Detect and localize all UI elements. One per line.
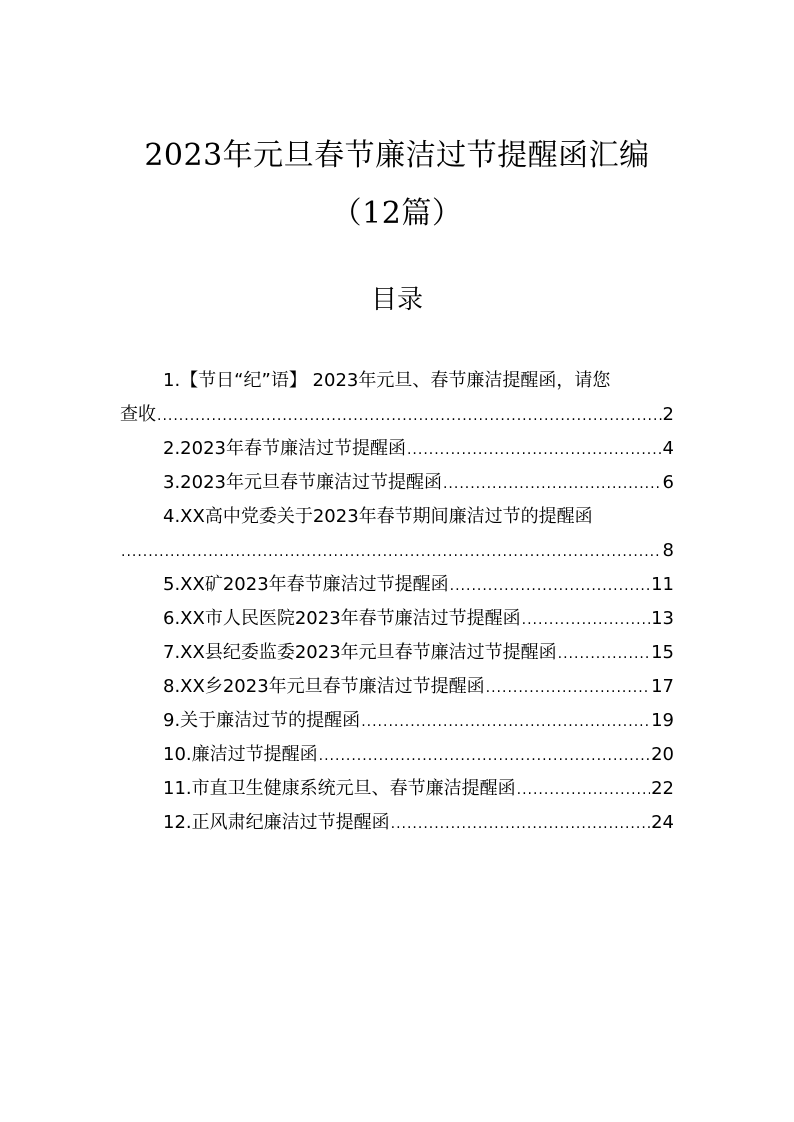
toc-heading: 目录 bbox=[370, 285, 423, 315]
toc-leader-dots bbox=[319, 739, 650, 773]
toc-page-number: 20 bbox=[651, 744, 674, 765]
toc-page-number: 11 bbox=[651, 574, 674, 595]
toc-leader-dots bbox=[391, 807, 650, 841]
toc-entry[interactable] bbox=[120, 602, 674, 636]
toc-leader-dots bbox=[517, 773, 650, 807]
table-of-contents bbox=[120, 364, 674, 840]
toc-leader-dots bbox=[443, 467, 662, 501]
toc-leader-dots bbox=[522, 603, 650, 637]
toc-entry-label: 5.XX矿2023年春节廉洁过节提醒函 bbox=[163, 574, 449, 595]
toc-entry-label: 12.正风肃纪廉洁过节提醒函 bbox=[163, 812, 390, 833]
toc-leader-dots bbox=[121, 535, 662, 569]
toc-entry-label: 2.2023年春节廉洁过节提醒函 bbox=[163, 438, 406, 459]
toc-page-number: 19 bbox=[651, 710, 674, 731]
toc-entry[interactable] bbox=[120, 704, 674, 738]
toc-entry-label: 6.XX市人民医院2023年春节廉洁过节提醒函 bbox=[163, 608, 521, 629]
toc-page-number: 13 bbox=[651, 608, 674, 629]
toc-entry[interactable] bbox=[120, 568, 674, 602]
toc-page-number: 22 bbox=[651, 778, 674, 799]
toc-entry[interactable] bbox=[120, 670, 674, 704]
toc-leader-dots bbox=[361, 705, 650, 739]
toc-leader-dots bbox=[558, 637, 650, 671]
toc-entry[interactable] bbox=[120, 500, 674, 568]
toc-entry-label-cont: 查收 bbox=[120, 404, 156, 425]
toc-entry-label: 11.市直卫生健康系统元旦、春节廉洁提醒函 bbox=[163, 778, 516, 799]
toc-entry[interactable] bbox=[120, 636, 674, 670]
toc-page-number: 8 bbox=[662, 540, 674, 561]
toc-entry-label: 9.关于廉洁过节的提醒函 bbox=[163, 710, 361, 731]
toc-leader-dots bbox=[450, 569, 650, 603]
toc-page-number: 4 bbox=[662, 438, 674, 459]
toc-entry[interactable] bbox=[120, 738, 674, 772]
toc-entry-label: 1.【节日“纪”语】 2023年元旦、春节廉洁提醒函，请您 bbox=[163, 370, 611, 391]
toc-entry-label: 10.廉洁过节提醒函 bbox=[163, 744, 318, 765]
toc-entry-label: 4.XX高中党委关于2023年春节期间廉洁过节的提醒函 bbox=[163, 506, 593, 527]
document-title: 2023年元旦春节廉洁过节提醒函汇编（12篇） bbox=[144, 138, 650, 231]
toc-page-number: 24 bbox=[651, 812, 674, 833]
toc-entry[interactable] bbox=[120, 432, 674, 466]
toc-entry-label: 7.XX县纪委监委2023年元旦春节廉洁过节提醒函 bbox=[163, 642, 557, 663]
toc-entry[interactable] bbox=[120, 466, 674, 500]
toc-leader-dots bbox=[486, 671, 650, 705]
toc-page-number: 2 bbox=[662, 404, 674, 425]
toc-page-number: 6 bbox=[662, 472, 674, 493]
toc-entry[interactable] bbox=[120, 772, 674, 806]
toc-leader-dots bbox=[157, 399, 662, 433]
toc-page-number: 15 bbox=[651, 642, 674, 663]
toc-entry-label: 8.XX乡2023年元旦春节廉洁过节提醒函 bbox=[163, 676, 485, 697]
toc-page-number: 17 bbox=[651, 676, 674, 697]
toc-entry-label: 3.2023年元旦春节廉洁过节提醒函 bbox=[163, 472, 442, 493]
toc-leader-dots bbox=[407, 433, 662, 467]
toc-entry[interactable] bbox=[120, 806, 674, 840]
toc-entry[interactable] bbox=[120, 364, 674, 432]
